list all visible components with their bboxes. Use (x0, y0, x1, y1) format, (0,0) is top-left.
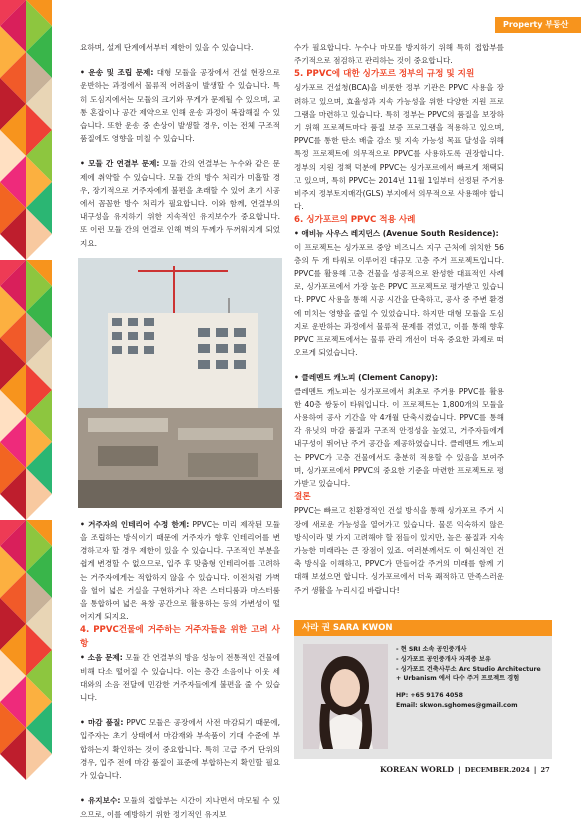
construction-site-photo (78, 258, 282, 508)
finish-paragraph (80, 716, 280, 782)
joint-text: 모듈 간의 연결부는 누수와 같은 문제에 취약할 수 있습니다. 모듈 간의 방수 처리가 미흡할 경우, 장기적으로 거주자에게 불편을 초래할 수 있어 초기 시공에서 꼼꼼한 방수 처리가 필요합니다. 이와 함께, 연결부의 내구성을 유지하기 위한 지속적인 유지보수가 중요합니다. 또 이런 모듈 간의 연결로 인해 벽의 두께가 두꺼워지게 되었지요. (80, 159, 280, 248)
clement-canopy-title: • 클레멘트 캐노피 (Clement Canopy): (294, 373, 438, 383)
joint-paragraph (80, 157, 280, 249)
interior-text: PPVC는 미리 제작된 모듈을 조립하는 방식이기 때문에 거주자가 향후 인테리어를 변경하고자 할 경우 제한이 있을 수 있습니다. 구조적인 부분을 쉽게 변경할 수 없으므로, 입주 후 맞춤형 인테리어를 고려하는 거주자에게는 적합하지 않을 수 있습니다. 이전처럼 가벽을 헐어 넓은 거실을 구현하거나 작은 스터디룸과 마스터룸을 통합하여 넓은 욕창 공간으로 활용하는 등의 가변성이 떨어지게 되지요. (80, 519, 280, 622)
maintenance-title: • 유지보수: (80, 796, 121, 806)
noise-title: • 소음 문제: (80, 653, 123, 663)
section-tag: Property 부동산 (495, 17, 581, 33)
conclusion-title: 결론 (294, 492, 311, 503)
avenue-south-title: • 애비뉴 사우스 레지던스 (Avenue South Residence): (294, 229, 499, 239)
avenue-south-text: 이 프로젝트는 싱가포르 중앙 비즈니스 지구 근처에 위치한 56층의 두 개 타워로 이루어진 대규모 고층 주거 프로젝트입니다. PPVC를 활용해 고층 건물을 성공적으로 완성한 대표적인 사례로, 싱가포르에서 가장 높은 PPVC 프로젝트로 평가받고 있습니다. PPVC 사용을 통해 시공 시간을 단축하고, 공사 중 주변 환경에 미치는 영향을 줄일 수 있었습니다. 하지만 대형 모듈을 도심지로 운반하는 과정에서 물류적 문제를 겪었고, 이를 통해 향후 PPVC 프로젝트에서는 물류 관리 개선이 더욱 중요한 과제로 떠오르게 되었습니다. (294, 242, 505, 358)
page-number: 27 (540, 766, 550, 774)
footer-divider-2: | (533, 765, 537, 774)
bio-line-3: - 싱가포르 건축사무소 Arc Studio Architecture + Urbanism 에서 다수 주거 프로젝트 경험 (396, 665, 541, 683)
issue-date: DECEMBER.2024 (464, 766, 530, 774)
bio-line-2: - 싱가포르 공인중개사 자격증 보유 (396, 655, 491, 663)
maintenance-text: 모듈의 접합부는 시간이 지나면서 마모될 수 있으므로, 이를 예방하기 위한 정기적인 유지보 (80, 796, 280, 819)
author-portrait (303, 644, 388, 749)
footer-divider: | (457, 765, 461, 774)
finish-text: PPVC 모듈은 공장에서 사전 마감되기 때문에, 입주자는 초기 상태에서 마감재와 부속품이 기대 수준에 부합하는지 확인하는 것이 중요합니다. 특히 고급 주거 단위의 경우, 입주 전에 마감 품질이 표준에 부합하는지 확인할 필요가 있습니다. (80, 718, 281, 781)
transport-text: 대형 모듈을 공장에서 건설 현장으로 운반하는 과정에서 물류적 어려움이 발생할 수 있습니다. 특히 도심지에서는 모듈의 크기와 무게가 문제될 수 있으며, 교통 혼잡이나 공간 제약으로 인해 운송 과정이 복잡해질 수 있습니다. 또한 운송 중 손상이 발생할 경우, 이는 전체 구조적 품질에도 영향을 미칠 수 있습니다. (80, 68, 280, 144)
author-email: Email: skwon.sghomes@gmail.com (396, 701, 518, 709)
conclusion-text: PPVC는 빠르고 친환경적인 건설 방식을 통해 싱가포르 주거 시장에 새로운 가능성을 열어가고 있습니다. 물론 익숙하지 않은 방식이라 몇 가지 고려해야 할 점들이 있지만, 높은 품질과 지속 가능한 미래라는 큰 장점이 있죠. 여러분께서도 이 혁신적인 건축 방식을 이해하고, PPVC가 만들어갈 주거의 미래를 함께 기대해 보셨으면 합니다. 싱가포르에서 더욱 쾌적하고 만족스러운 주거 생활을 누리시길 바랍니다! (294, 506, 504, 595)
section-4-title: 4. PPVC건물에 거주하는 거주자들을 위한 고려 사항 (80, 625, 280, 650)
triangle-pattern (0, 0, 52, 780)
maintenance-paragraph (80, 794, 280, 820)
transport-paragraph (80, 66, 280, 145)
construction-photo-graphic (78, 258, 282, 508)
finish-title: • 마감 품질: (80, 718, 124, 728)
noise-paragraph (80, 651, 280, 704)
transport-title: • 운송 및 조립 문제: (80, 68, 154, 78)
right-intro: 수가 필요합니다. 누수나 마모를 방지하기 위해 특히 접합부를 주기적으로 점검하고 관리하는 것이 중요합니다. (294, 43, 504, 66)
author-heading: 사라 권 SARA KWON (294, 620, 552, 636)
author-bio (396, 645, 548, 711)
decorative-triangle-strip (0, 0, 52, 780)
right-column (294, 41, 504, 597)
magazine-name: KOREAN WORLD (380, 765, 454, 774)
joint-title: • 모듈 간 연결부 문제: (80, 159, 160, 169)
page-footer (380, 765, 550, 774)
author-box (294, 620, 552, 759)
author-phone: HP: +65 9176 4058 (396, 692, 463, 700)
interior-title: • 거주자의 인테리어 수정 한계: (80, 519, 190, 529)
section-6-title: 6. 싱가포르의 PPVC 적용 사례 (294, 215, 416, 226)
left-intro: 요하며, 설계 단계에서부터 제한이 있을 수 있습니다. (80, 43, 254, 52)
author-photo (303, 644, 388, 749)
left-column (80, 41, 280, 821)
interior-paragraph (80, 518, 280, 624)
section-5-title: 5. PPVC에 대한 싱가포르 정부의 규정 및 지원 (294, 69, 475, 80)
noise-text: 모듈 간 연결부의 방음 성능이 전통적인 건물에 비해 다소 떨어질 수 있습니다. 이는 층간 소음이나 이웃 세대와의 소음 전달에 민감한 거주자들에게 불편을 줄 수 있습니다. (80, 653, 280, 703)
section-5-text: 싱가포르 건설청(BCA)을 비롯한 정부 기관은 PPVC 사용을 장려하고 있으며, 효율성과 지속 가능성을 위한 다양한 지원 프로그램을 마련하고 있습니다. 특히 정부는 PPVC의 품질을 보장하기 위해 프로젝트마다 품질 보증 프로그램을 적용하고 있으며, PPVC를 통한 탄소 배출 감소 및 지속 가능성 목표 달성을 위해 특정 프로젝트에 의무적으로 PPVC를 사용하도록 권장합니다. 정부의 지원 정책 덕분에 PPVC는 싱가포르에서 빠르게 채택되고 있으며, 특히 PPVC는 2014년 11월 1일부터 선정된 주거용 비주지 정부토지매각(GLS) 부지에서 의무적으로 사용해야 합니다. (294, 83, 504, 212)
clement-canopy-text: 클레멘트 캐노피는 싱가포르에서 최초로 주거용 PPVC를 활용한 40층 쌍둥이 타워입니다. 이 프로젝트는 1,800개의 모듈을 사용하여 공사 기간을 약 4개월 단축시켰습니다. PPVC를 통해 각 유닛의 마감 품질과 구조적 안정성을 높였고, 거주자들에게 내구성이 뛰어난 주거 공간을 제공하였습니다. 클레멘트 캐노피는 PPVC가 고층 건물에서도 충분히 적용할 수 있음을 보여주며, 싱가포르에서 PPVC의 중요한 기준을 마련한 프로젝트로 평가받고 있습니다. (294, 386, 504, 489)
bio-line-1: - 현 SRI 소속 공인중개사 (396, 646, 467, 653)
